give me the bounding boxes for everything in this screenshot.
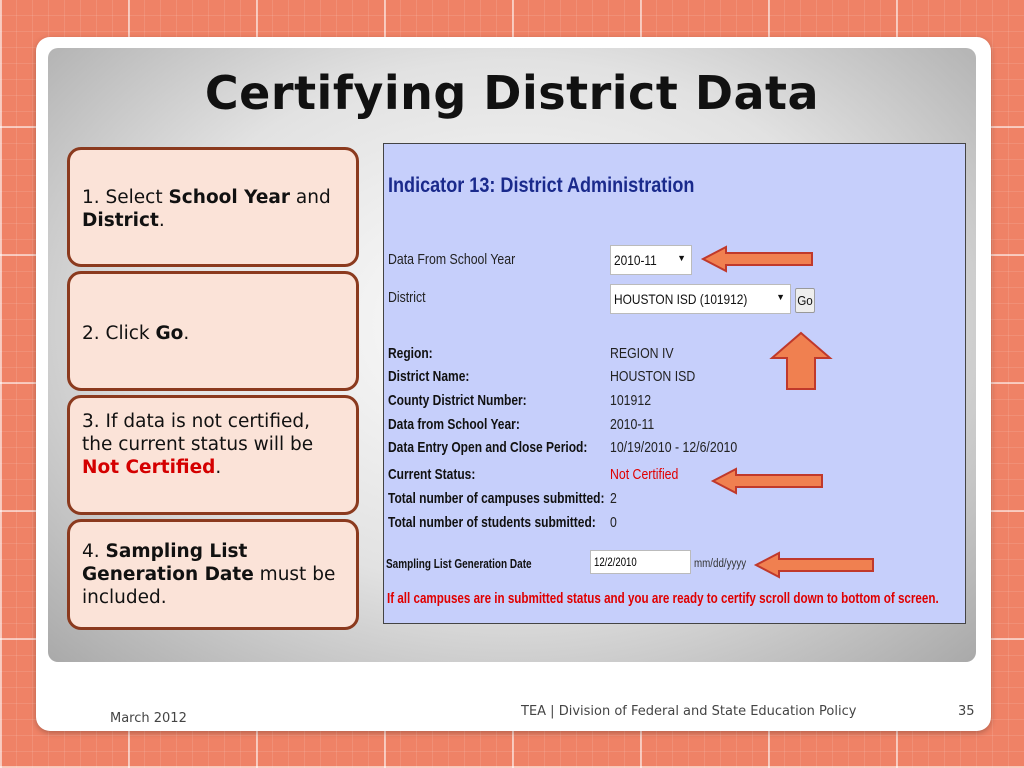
step-3-not-certified: Not Certified	[82, 457, 216, 478]
step-3-prefix: 3. If data is not certified, the current status will be	[82, 411, 314, 455]
county-district-number-label: County District Number:	[388, 392, 527, 409]
campuses-submitted-value: 2	[610, 490, 617, 507]
step-1-end: .	[158, 210, 165, 231]
entry-period-label: Data Entry Open and Close Period:	[388, 439, 588, 456]
step-2-end: .	[183, 323, 190, 344]
students-submitted-value: 0	[610, 514, 617, 531]
slide-title: Certifying District Data	[204, 66, 820, 120]
arrow-left-icon	[710, 466, 826, 496]
school-year-label: Data From School Year	[388, 251, 516, 268]
school-year-select[interactable]	[610, 245, 692, 275]
arrow-left-icon	[700, 244, 816, 274]
step-3-end: .	[215, 457, 222, 478]
date-format-hint: mm/dd/yyyy	[694, 558, 747, 570]
certify-warning: If all campuses are in submitted status and you are ready to certify scroll down to bottom of screen.	[387, 590, 939, 607]
county-district-number-value: 101912	[610, 392, 652, 409]
step-1-box	[67, 147, 359, 267]
current-status-value: Not Certified	[610, 466, 679, 483]
school-year-value: 2010-11	[614, 252, 657, 268]
step-2-box	[67, 271, 359, 391]
district-name-value: HOUSTON ISD	[610, 368, 696, 385]
district-select[interactable]	[610, 284, 791, 314]
step-4-sampling-date: Sampling List Generation Date	[82, 541, 254, 585]
footer-org: TEA | Division of Federal and State Education Policy	[521, 704, 857, 719]
region-value: REGION IV	[610, 345, 674, 362]
sampling-date-input[interactable]	[590, 550, 691, 574]
step-2-prefix: 2. Click	[82, 323, 156, 344]
current-status-label: Current Status:	[388, 466, 476, 483]
arrow-left-icon	[753, 550, 877, 580]
footer-date: March 2012	[110, 711, 187, 726]
students-submitted-label: Total number of students submitted:	[388, 514, 596, 531]
district-name-label: District Name:	[388, 368, 470, 385]
entry-period-value: 10/19/2010 - 12/6/2010	[610, 439, 738, 456]
arrow-up-icon	[768, 330, 834, 392]
application-screenshot	[383, 143, 966, 624]
step-1-district: District	[82, 210, 159, 231]
page-number: 35	[958, 704, 975, 719]
district-value: HOUSTON ISD (101912)	[614, 291, 748, 307]
sampling-date-value: 12/2/2010	[594, 555, 637, 569]
sampling-date-label: Sampling List Generation Date	[386, 557, 532, 571]
region-label: Region:	[388, 345, 433, 362]
step-1-school-year: School Year	[168, 187, 290, 208]
chevron-down-icon: ▼	[776, 292, 785, 302]
step-1-mid: and	[290, 187, 331, 208]
step-4-prefix: 4.	[82, 541, 106, 562]
chevron-down-icon: ▼	[677, 253, 686, 263]
step-4-box	[67, 519, 359, 630]
data-school-year-label: Data from School Year:	[388, 416, 520, 433]
indicator-heading: Indicator 13: District Administration	[388, 174, 695, 197]
district-label: District	[388, 289, 426, 306]
go-button[interactable]: Go	[795, 288, 815, 313]
step-3-box	[67, 395, 359, 515]
step-1-prefix: 1. Select	[82, 187, 169, 208]
step-4-end: must be included.	[82, 564, 336, 608]
campuses-submitted-label: Total number of campuses submitted:	[388, 490, 605, 507]
step-2-go: Go	[155, 323, 184, 344]
data-school-year-value: 2010-11	[610, 416, 655, 433]
